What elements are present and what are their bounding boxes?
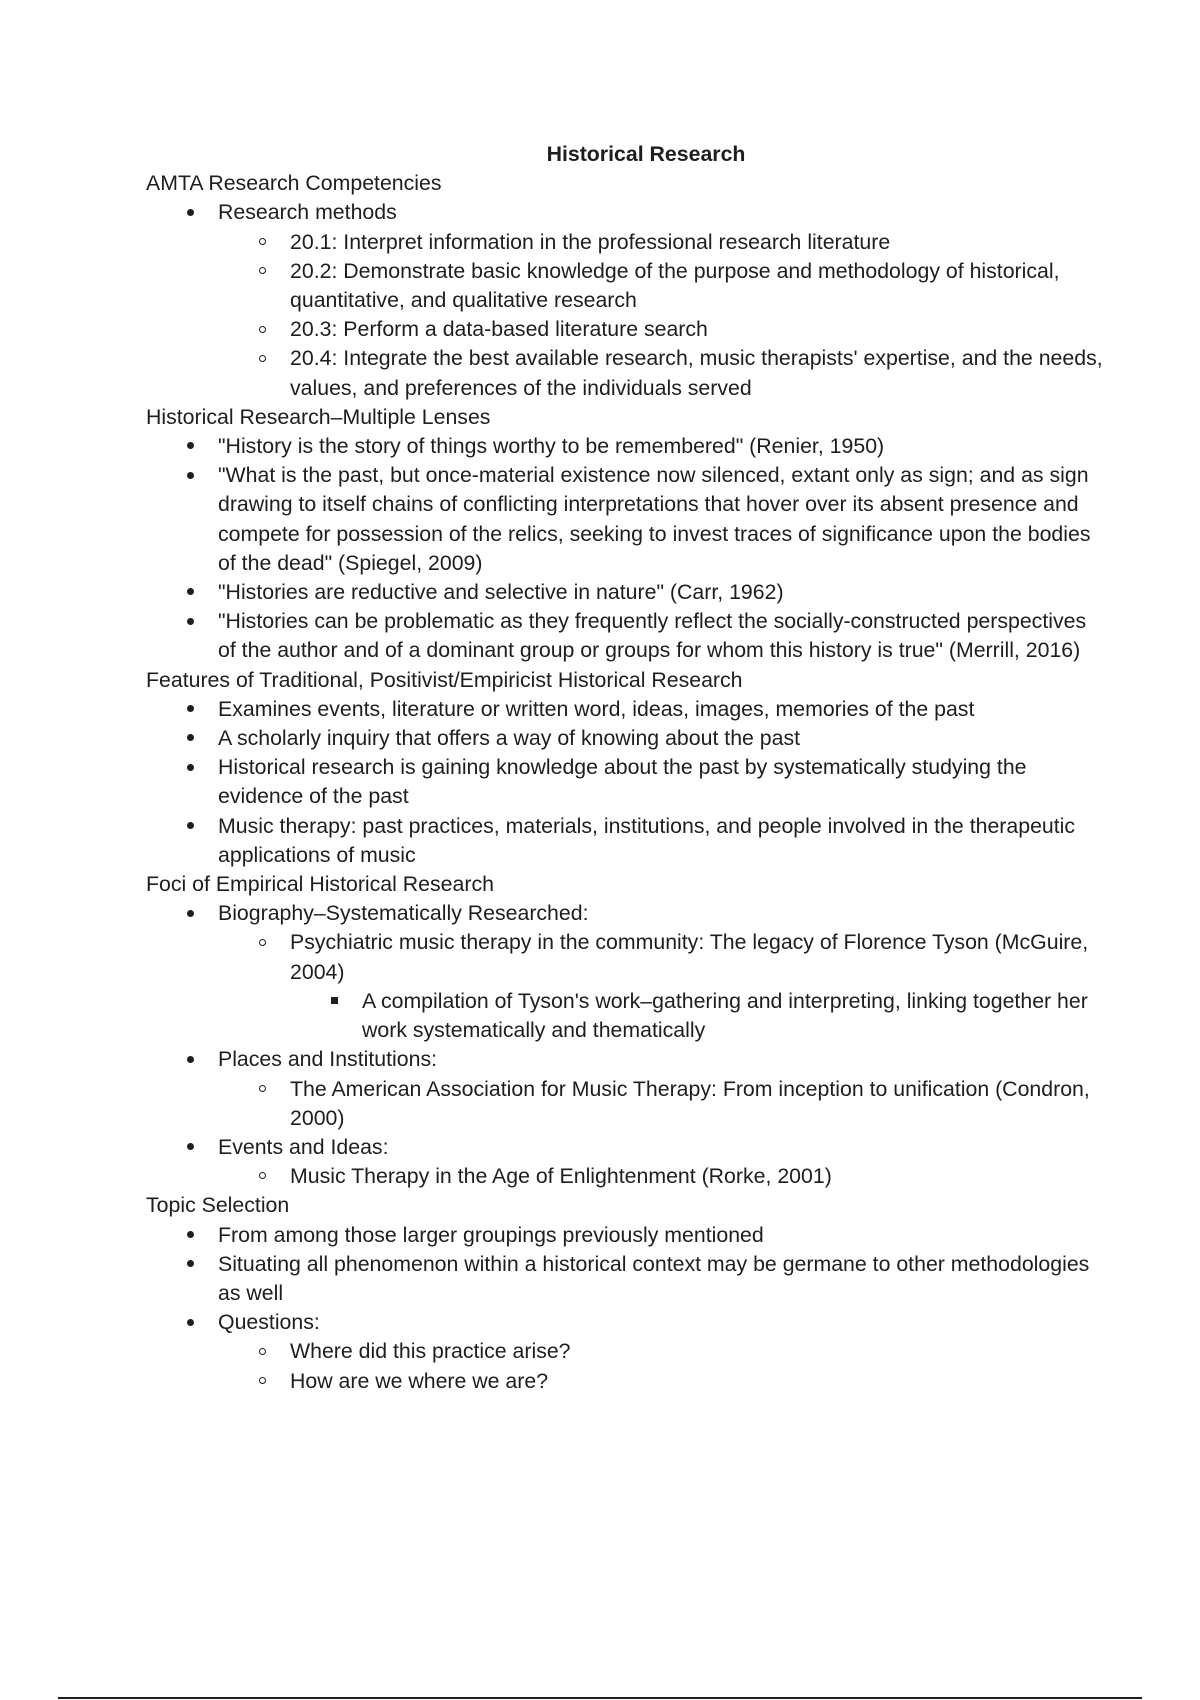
document-title: Historical Research [546,142,746,166]
list-item-text: A scholarly inquiry that offers a way of knowing about the past [218,726,801,751]
list-item-text: Examines events, literature or written word, ideas, images, memories of the past [218,696,975,721]
bullet-icon [180,461,200,490]
list-item-text: 20.4: Integrate the best available research, music therapists' expertise, and the needs, values, and preferences of the individuals served [290,346,1103,400]
bullet-icon [180,812,200,841]
list-item-text: Psychiatric music therapy in the community: The legacy of Florence Tyson (McGuire, 2004) [290,930,1089,984]
list-item [146,1075,1106,1133]
list-item [146,928,1106,986]
bullet-icon [180,1133,200,1162]
bullet-icon [180,1045,200,1074]
list-item-text: Music therapy: past practices, materials, institutions, and people involved in the therapeutic applications of music [218,813,1076,867]
list-item [146,1162,1106,1191]
bullet-icon [180,724,200,753]
hollow-bullet-icon [252,228,272,257]
list-item [146,987,1106,1045]
list-item-text: A compilation of Tyson's work–gathering and interpreting, linking together her work systematically and thematically [362,988,1088,1043]
list-multiple-lenses [146,432,1106,666]
section-heading-multiple-lenses: Historical Research–Multiple Lenses [146,404,491,429]
list-item [146,753,1106,811]
list-item [146,344,1106,402]
list-item [146,578,1106,607]
hollow-bullet-icon [252,1337,272,1366]
list-item-text: The American Association for Music Therapy: From inception to unification (Condron, 2000) [290,1076,1090,1130]
list-item-text: "Histories can be problematic as they frequently reflect the socially-constructed perspectives of the author and of a dominant group or groups for whom this history is true" (Merrill, 2016) [218,609,1087,663]
list-item [146,198,1106,227]
list-item [146,1308,1106,1337]
list-item [146,228,1106,257]
list-item-text: 20.1: Interpret information in the professional research literature [290,229,891,254]
list-item [146,1133,1106,1162]
list-item-text: Questions: [218,1310,320,1335]
list-item-text: "Histories are reductive and selective in nature" (Carr, 1962) [218,580,784,605]
list-item-text: 20.2: Demonstrate basic knowledge of the purpose and methodology of historical, quantitative, and qualitative research [290,258,1060,313]
list-amta-competencies [146,198,1106,402]
bullet-icon [180,1221,200,1250]
bullet-icon [180,607,200,636]
list-item-text: "History is the story of things worthy to be remembered" (Renier, 1950) [218,434,885,459]
bullet-icon [180,899,200,928]
hollow-bullet-icon [252,1075,272,1104]
list-item [146,432,1106,461]
list-item [146,257,1106,315]
list-item-text: Music Therapy in the Age of Enlightenment (Rorke, 2001) [290,1164,832,1189]
footer-divider [58,1697,1142,1699]
square-bullet-icon [324,987,344,1016]
bullet-icon [180,695,200,724]
list-item [146,1337,1106,1366]
section-heading-empirical-foci: Foci of Empirical Historical Research [146,872,494,897]
bullet-icon [180,1250,200,1279]
list-item [146,695,1106,724]
list-item-text: Situating all phenomenon within a historical context may be germane to other methodologies as well [218,1251,1090,1305]
section-heading-traditional-features: Features of Traditional, Positivist/Empiricist Historical Research [146,667,743,692]
bullet-icon [180,753,200,782]
hollow-bullet-icon [252,928,272,957]
list-item [146,1221,1106,1250]
list-item-text: 20.3: Perform a data-based literature search [290,317,708,342]
list-item [146,724,1106,753]
hollow-bullet-icon [252,344,272,373]
list-item [146,1367,1106,1396]
section-heading-topic-selection: Topic Selection [146,1193,290,1218]
list-item-text: Research methods [218,200,397,225]
bullet-icon [180,432,200,461]
list-item [146,461,1106,578]
list-item-text: Historical research is gaining knowledge about the past by systematically studying the evidence of the past [218,755,1027,809]
list-item-text: Biography–Systematically Researched: [218,901,589,926]
list-empirical-foci [146,899,1106,1191]
list-item-text: From among those larger groupings previously mentioned [218,1222,764,1247]
bullet-icon [180,578,200,607]
list-item [146,1250,1106,1308]
hollow-bullet-icon [252,1367,272,1396]
list-traditional-features [146,695,1106,870]
list-item-text: Places and Institutions: [218,1047,438,1072]
list-item-text: "What is the past, but once-material existence now silenced, extant only as sign; and as sign drawing to itself chains of conflicting interpretations that hover over its absent presence and compete for possession of the relics, seeking to invest traces of significance upon the bodies of the dead" (Spiegel, 2009) [218,463,1091,575]
list-item-text: Where did this practice arise? [290,1339,571,1364]
section-heading-amta-competencies: AMTA Research Competencies [146,171,442,196]
list-item [146,1045,1106,1074]
list-item [146,607,1106,665]
list-item-text: Events and Ideas: [218,1134,389,1159]
bullet-icon [180,198,200,227]
document-page [146,140,1106,1396]
list-item [146,812,1106,870]
bullet-icon [180,1308,200,1337]
list-item-text: How are we where we are? [290,1368,549,1393]
hollow-bullet-icon [252,257,272,286]
hollow-bullet-icon [252,315,272,344]
hollow-bullet-icon [252,1162,272,1191]
list-topic-selection [146,1221,1106,1396]
list-item [146,899,1106,928]
list-item [146,315,1106,344]
